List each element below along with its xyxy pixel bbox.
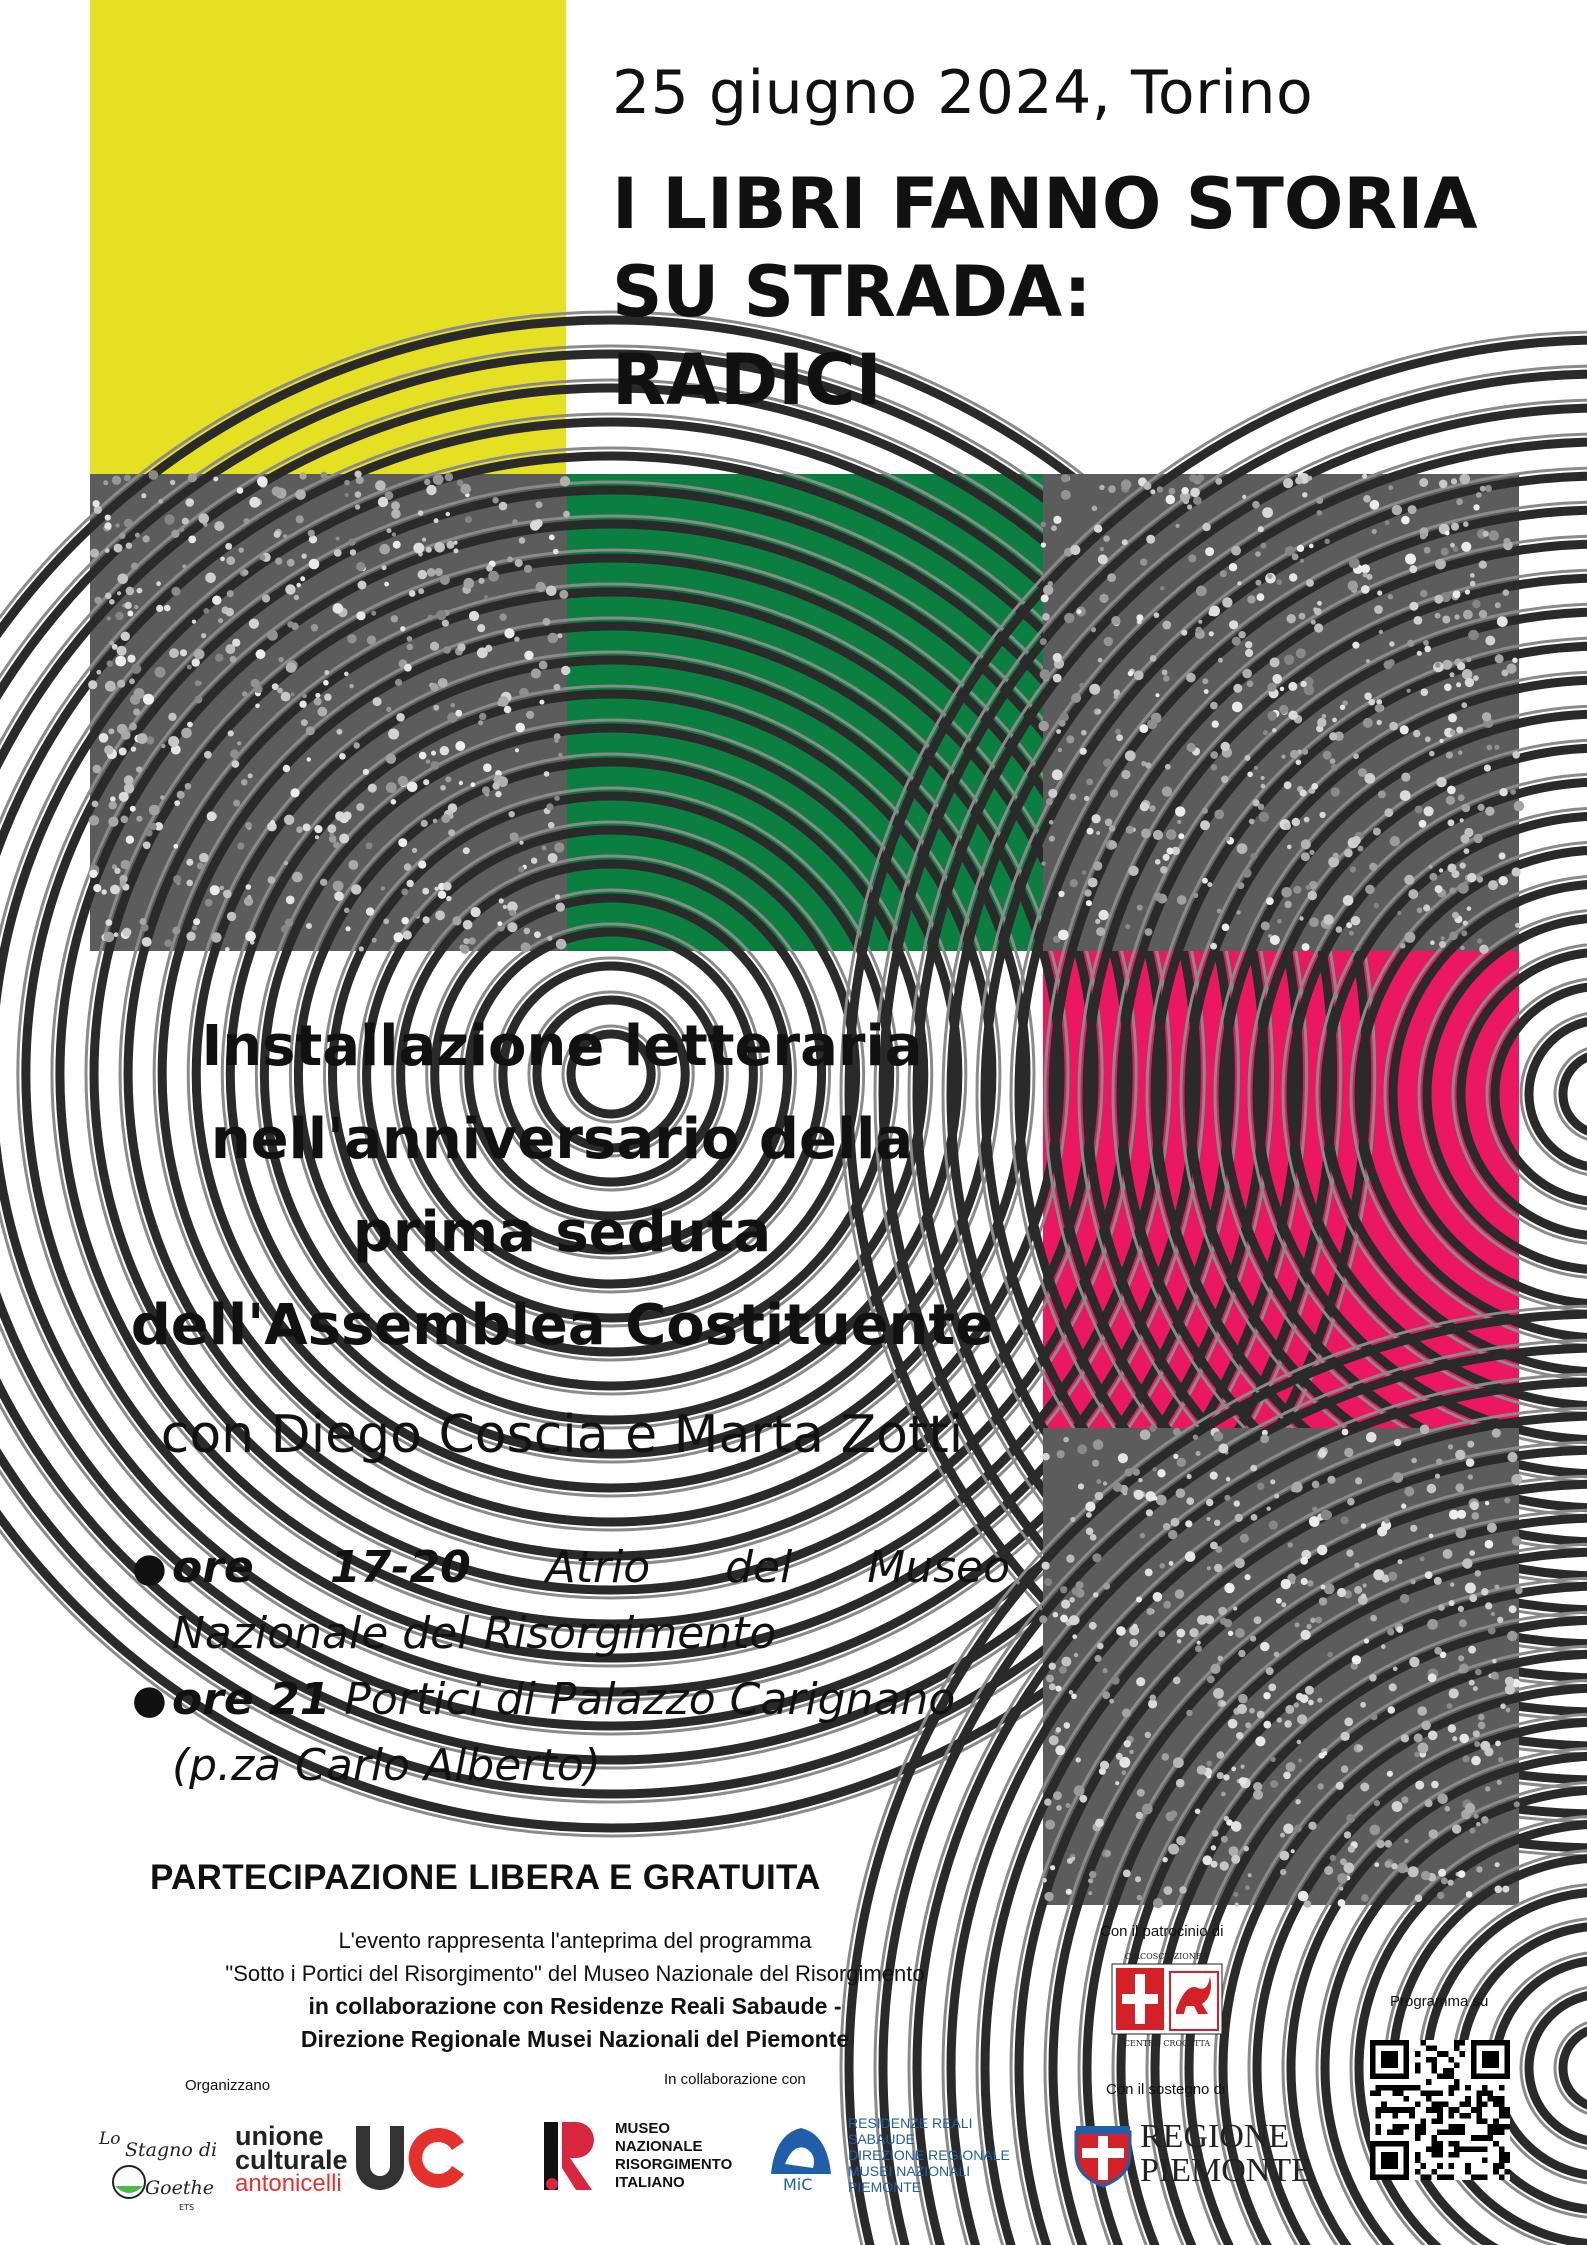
support-label: Con il sostegno di [1106,2081,1226,2098]
description-line: Direzione Regionale Musei Nazionali del Piemonte [300,2026,850,2052]
installation-line: prima seduta [352,1200,772,1265]
schedule-list [130,1535,1010,1799]
svg-text:Goethe: Goethe [145,2177,214,2199]
schedule-item [130,1667,1010,1799]
uc-mark-icon [352,2118,468,2198]
title-line: RADICI [612,339,882,421]
svg-text:CIRCOSCRIZIONE 1: CIRCOSCRIZIONE 1 [1124,1952,1210,1961]
schedule-time: ore 21 [172,1674,331,1725]
program-label: Programma su [1390,1993,1489,2010]
free-entry-notice: PARTECIPAZIONE LIBERA E GRATUITA [150,1858,821,1897]
title-line: I LIBRI FANNO STORIA [612,163,1478,245]
description-line: L'evento rappresenta l'anteprima del programma [338,1928,812,1953]
program-qr-code[interactable] [1370,2040,1510,2180]
stagno-di-goethe-logo [95,2110,218,2220]
svg-text:MiC: MiC [783,2175,813,2194]
description-line: "Sotto i Portici del Risorgimento" del Museo Nazionale del Risorgimento [225,1961,925,1986]
assembly-photo-left [90,474,567,951]
schedule-time: ore 17-20 [172,1542,471,1593]
schedule-item [130,1535,1010,1667]
svg-text:Stagno di: Stagno di [125,2139,218,2161]
bullet-icon: ● [132,1545,167,1591]
schedule-place-cont: Nazionale del Risorgimento [172,1608,777,1659]
event-date: 25 giugno 2024, Torino [612,58,1314,128]
assembly-photo-right [1043,474,1519,951]
schedule-place-cont: (p.za Carlo Alberto) [172,1740,601,1791]
installation-heading [90,1000,1034,1372]
event-title [612,160,1478,424]
schedule-place: Portici di Palazzo Carignano [344,1674,956,1725]
svg-text:ETS: ETS [179,2203,195,2212]
mic-logo [765,2114,837,2194]
installation-line: dell'Assemblea Costituente [130,1293,994,1358]
regione-piemonte-logo: REGIONE PIEMONTE [1140,2118,1312,2189]
museo-risorgimento-icon [540,2118,602,2194]
performers: con Diego Coscia e Marta Zotti [160,1405,964,1465]
organizers-label: Organizzano [185,2077,271,2094]
collaboration-label: In collaborazione con [664,2071,806,2088]
title-line: SU STRADA: [612,251,1092,333]
bullet-icon: ● [132,1677,167,1723]
event-description [90,1924,1060,2056]
description-line: in collaborazione con Residenze Reali Sabaude - [308,1993,842,2019]
schedule-place: Atrio del Museo [545,1542,1011,1593]
patronage-label: Con il patrocinio di [1100,1923,1224,1940]
museo-risorgimento-logo: MUSEO NAZIONALE RISORGIMENTO ITALIANO [615,2120,733,2191]
installation-line: nell'anniversario della [210,1107,914,1172]
residenze-reali-logo: RESIDENZE REALI SABAUDE DIREZIONE REGIONALE MUSEI NAZIONALI PIEMONTE [848,2115,1010,2195]
regione-piemonte-icon [1072,2122,1134,2188]
svg-text:CENTRO CROCETTA: CENTRO CROCETTA [1123,2039,1211,2048]
assembly-photo-bottom [1043,1428,1519,1905]
svg-text:Lo: Lo [99,2129,121,2149]
circoscrizione-logo [1102,1950,1232,2048]
unione-culturale-logo: unione culturale antonicelli [235,2121,348,2197]
installation-line: Installazione letteraria [201,1014,923,1079]
